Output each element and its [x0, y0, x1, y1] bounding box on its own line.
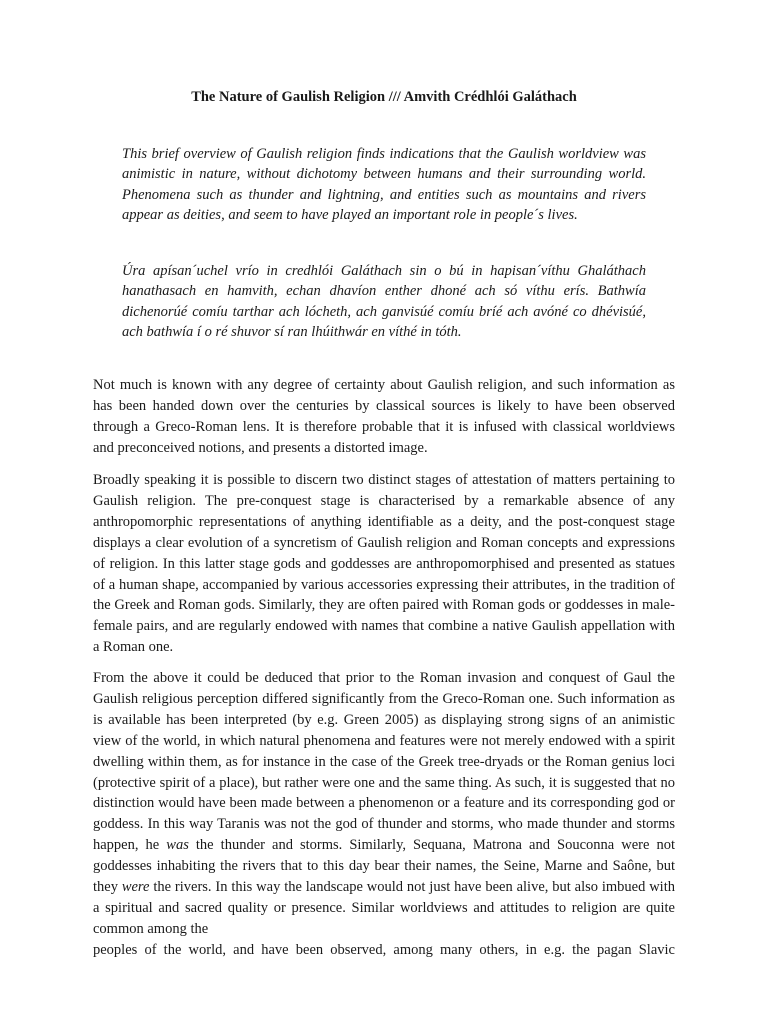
- paragraph-3-last-line: peoples of the world, and have been observed, among many others, in e.g. the pagan Slavic: [93, 941, 675, 958]
- paragraph-3-text-part-2: the thunder and storms. Similarly, Sequana, Matrona and Souconna were not goddesses inhabiting the rivers that to this day bear their names, the Seine, Marne and Saône, but they: [93, 837, 675, 896]
- document-title: The Nature of Gaulish Religion /// Amvith Crédhlói Galáthach: [191, 89, 577, 105]
- emphasis-was: was: [166, 837, 189, 854]
- body-paragraph-2: Broadly speaking it is possible to discern two distinct stages of attestation of matters pertaining to Gaulish religion. The pre-conquest stage is characterised by a remarkable absence of any anthropomorphic representations of anything identifiable as a deity, and the post-conquest stage displays a clear evolution of a syncretism of Gaulish religion and Roman concepts and expressions of religion. In this latter stage gods and goddesses are anthropomorphised and presented as statues of a human shape, accompanied by various accessories expressing their attributes, in the tradition of the Greek and Roman gods. Similarly, they are often paired with Roman gods or goddesses in male-female pairs, and are regularly endowed with names that combine a native Gaulish appellation with a Roman one.: [93, 472, 675, 656]
- body-paragraph-3: [93, 668, 675, 961]
- body-paragraph-1: Not much is known with any degree of certainty about Gaulish religion, and such information as has been handed down over the centuries by classical sources is likely to have been observed through a Greco-Roman lens. It is therefore probable that it is infused with classical worldviews and preconceived notions, and presents a distorted image.: [93, 377, 675, 456]
- abstract-gaulish: Úra apísan´uchel vrío in credhlói Galáthach sin o bú in hapisan´víthu Ghaláthach hanathasach en hamvith, echan dhavíon enther dhoné ach só víthu erís. Bathwía dichenorúé comíu tarthar ach lócheth, ach ganvisúé comíu bríé ach avóné co dhévisúé, ach bathwía í o ré shuvor sí ran lhúithwár en víthé in tóth.: [122, 263, 646, 341]
- emphasis-were: were: [121, 879, 150, 896]
- abstract-english: This brief overview of Gaulish religion finds indications that the Gaulish worldview was animistic in nature, without dichotomy between humans and their surrounding world. Phenomena such as thunder and lightning, and entities such as mountains and rivers appear as deities, and seem to have played an important role in people´s lives.: [122, 146, 646, 224]
- paragraph-3-text-part-1: From the above it could be deduced that prior to the Roman invasion and conquest of Gaul the Gaulish religious perception differed significantly from the Greco-Roman one. Such information as is available has been interpreted (by e.g. Green 2005) as displaying strong signs of an animistic view of the world, in which natural phenomena and features were not merely endowed with a spirit dwelling within them, as for instance in the case of the Greek tree-dryads or the Roman genius loci (protective spirit of a place), but rather were one and the same thing. As such, it is suggested that no distinction would have been made between a phenomenon or a feature and its corresponding god or goddess. In this way Taranis was not the god of thunder and storms, who made thunder and storms happen, he: [93, 670, 675, 854]
- paragraph-3-text-part-3: the rivers. In this way the landscape would not just have been alive, but also imbued with a spiritual and sacred quality or presence. Similar worldviews and attitudes to religion are quite common among the: [93, 879, 675, 937]
